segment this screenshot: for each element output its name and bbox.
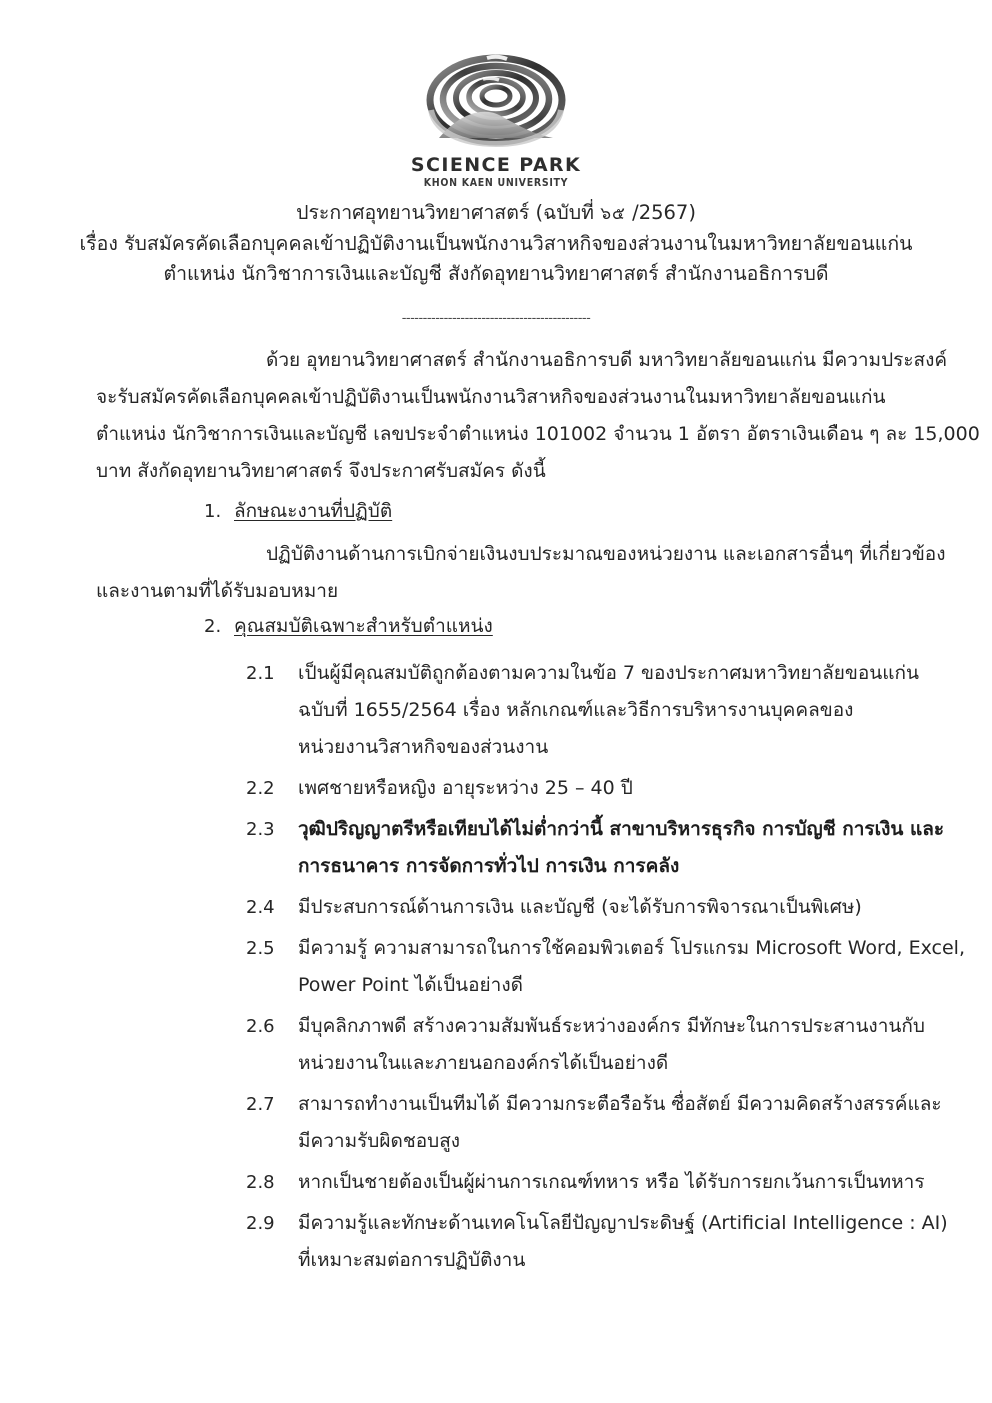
- qualification-item-number: 2.5: [246, 938, 275, 959]
- qualification-item: [96, 1086, 942, 1160]
- section-2-title: คุณสมบัติเฉพาะสำหรับตำแหน่ง: [234, 615, 493, 637]
- section-1-body-line-2: และงานตามที่ได้รับมอบหมาย: [96, 580, 339, 602]
- qualification-item-line: มีความรู้และทักษะด้านเทคโนโลยีปัญญาประดิษฐ์ (Artificial Intelligence : AI): [298, 1212, 948, 1234]
- qualification-item-text: [298, 770, 936, 807]
- qualification-item-line: ที่เหมาะสมต่อการปฏิบัติงาน: [298, 1249, 526, 1271]
- qualification-item-line: เพศชายหรือหญิง อายุระหว่าง 25 – 40 ปี: [298, 777, 633, 799]
- qualification-item-text: [298, 1205, 948, 1279]
- intro-paragraph: [96, 342, 980, 490]
- intro-line-1: ด้วย อุทยานวิทยาศาสตร์ สำนักงานอธิการบดี มหาวิทยาลัยขอนแก่น มีความประสงค์: [266, 349, 948, 371]
- qualification-item-number: 2.9: [246, 1213, 275, 1234]
- section-1-title: ลักษณะงานที่ปฏิบัติ: [234, 500, 393, 522]
- qualification-item-line: หน่วยงานวิสาหกิจของส่วนงาน: [298, 736, 549, 758]
- section-qualifications: [96, 611, 926, 641]
- qualification-item: [96, 1164, 936, 1201]
- science-park-spiral-icon: [421, 52, 571, 152]
- logo-subwordmark: KHON KAEN UNIVERSITY: [423, 176, 569, 189]
- qualification-item-text: [298, 889, 936, 926]
- qualification-item-line: มีความรับผิดชอบสูง: [298, 1130, 461, 1152]
- qualification-item-line: สามารถทำงานเป็นทีมได้ มีความกระตือรือร้น ซื่อสัตย์ มีความคิดสร้างสรรค์และ: [298, 1093, 942, 1115]
- qualification-item-line: การธนาคาร การจัดการทั่วไป การเงิน การคลัง: [298, 855, 680, 877]
- heading-line-position: ตำแหน่ง นักวิชาการเงินและบัญชี สังกัดอุทยานวิทยาศาสตร์ สำนักงานอธิการบดี: [163, 262, 829, 285]
- section-job-description: [96, 496, 946, 610]
- qualification-item-number: 2.4: [246, 897, 275, 918]
- qualification-item-text: [298, 1164, 936, 1201]
- qualification-item: [96, 770, 936, 807]
- heading-suffix: /2567): [625, 201, 696, 224]
- qualification-item-text: [298, 930, 965, 1004]
- qualification-item-line: หน่วยงานในและภายนอกองค์กรได้เป็นอย่างดี: [298, 1052, 669, 1074]
- section-1-number: 1.: [204, 501, 222, 522]
- qualification-item-line: Power Point ได้เป็นอย่างดี: [298, 974, 523, 996]
- section-1-heading: [96, 496, 926, 526]
- qualification-item-number: 2.7: [246, 1094, 275, 1115]
- qualification-item-text: [298, 1086, 942, 1160]
- qualification-item-text: [298, 1008, 936, 1082]
- qualification-item-number: 2.3: [246, 819, 275, 840]
- qualification-item-text: [298, 811, 944, 885]
- logo-wordmark: SCIENCE PARK: [410, 154, 582, 176]
- qualification-item-list: [96, 655, 966, 1283]
- qualification-item: [96, 811, 945, 885]
- qualification-item-line: มีความรู้ ความสามารถในการใช้คอมพิวเตอร์ โปรแกรม Microsoft Word, Excel,: [298, 937, 966, 959]
- qualification-item: [96, 1205, 948, 1279]
- heading-prefix: ประกาศอุทยานวิทยาศาสตร์ (ฉบับที่: [296, 201, 601, 224]
- intro-line-3: ตำแหน่ง นักวิชาการเงินและบัญชี เลขประจำตำแหน่ง 101002 จำนวน 1 อัตรา อัตราเงินเดือน ๆ ละ 15,000: [96, 423, 980, 445]
- intro-line-4: บาท สังกัดอุทยานวิทยาศาสตร์ จึงประกาศรับสมัคร ดังนี้: [96, 460, 546, 482]
- section-2-number: 2.: [204, 616, 222, 637]
- heading-divider: ---------------------------------------------: [401, 311, 591, 326]
- qualification-item-line: ฉบับที่ 1655/2564 เรื่อง หลักเกณฑ์และวิธีการบริหารงานบุคคลของ: [298, 699, 854, 721]
- qualification-item-line: หากเป็นชายต้องเป็นผู้ผ่านการเกณฑ์ทหาร หรือ ได้รับการยกเว้นการเป็นทหาร: [298, 1171, 925, 1193]
- qualification-item-number: 2.2: [246, 778, 275, 799]
- document-heading: [60, 198, 932, 289]
- organization-logo-block: [0, 52, 992, 189]
- qualification-item-line: เป็นผู้มีคุณสมบัติถูกต้องตามความในข้อ 7 ของประกาศมหาวิทยาลัยขอนแก่น: [298, 662, 920, 684]
- announcement-number: ๖๕: [600, 204, 626, 224]
- heading-line-announcement-number: [60, 198, 932, 229]
- qualification-item: [96, 1008, 936, 1082]
- intro-line-2: จะรับสมัครคัดเลือกบุคคลเข้าปฏิบัติงานเป็นพนักงานวิสาหกิจของส่วนงานในมหาวิทยาลัยขอนแก่น: [96, 386, 886, 408]
- qualification-item-line: มีประสบการณ์ด้านการเงิน และบัญชี (จะได้รับการพิจารณาเป็นพิเศษ): [298, 896, 862, 918]
- qualification-item-number: 2.6: [246, 1016, 275, 1037]
- qualification-item-line: วุฒิปริญญาตรีหรือเทียบได้ไม่ต่ำกว่านี้ สาขาบริหารธุรกิจ การบัญชี การเงิน และ: [298, 818, 945, 840]
- section-1-body: [96, 536, 946, 610]
- qualification-item: [96, 655, 936, 766]
- qualification-item-text: [298, 655, 936, 766]
- qualification-item: [96, 930, 966, 1004]
- heading-line-subject: เรื่อง รับสมัครคัดเลือกบุคคลเข้าปฏิบัติงานเป็นพนักงานวิสาหกิจของส่วนงานในมหาวิทยาลัยขอนแก่น: [79, 232, 913, 255]
- section-1-body-line-1: ปฏิบัติงานด้านการเบิกจ่ายเงินงบประมาณของหน่วยงาน และเอกสารอื่นๆ ที่เกี่ยวข้อง: [266, 543, 946, 565]
- qualification-item-number: 2.8: [246, 1172, 275, 1193]
- qualification-item: [96, 889, 936, 926]
- qualification-item-line: มีบุคลิกภาพดี สร้างความสัมพันธ์ระหว่างองค์กร มีทักษะในการประสานงานกับ: [298, 1015, 925, 1037]
- section-2-heading: [96, 611, 926, 641]
- qualification-item-number: 2.1: [246, 663, 275, 684]
